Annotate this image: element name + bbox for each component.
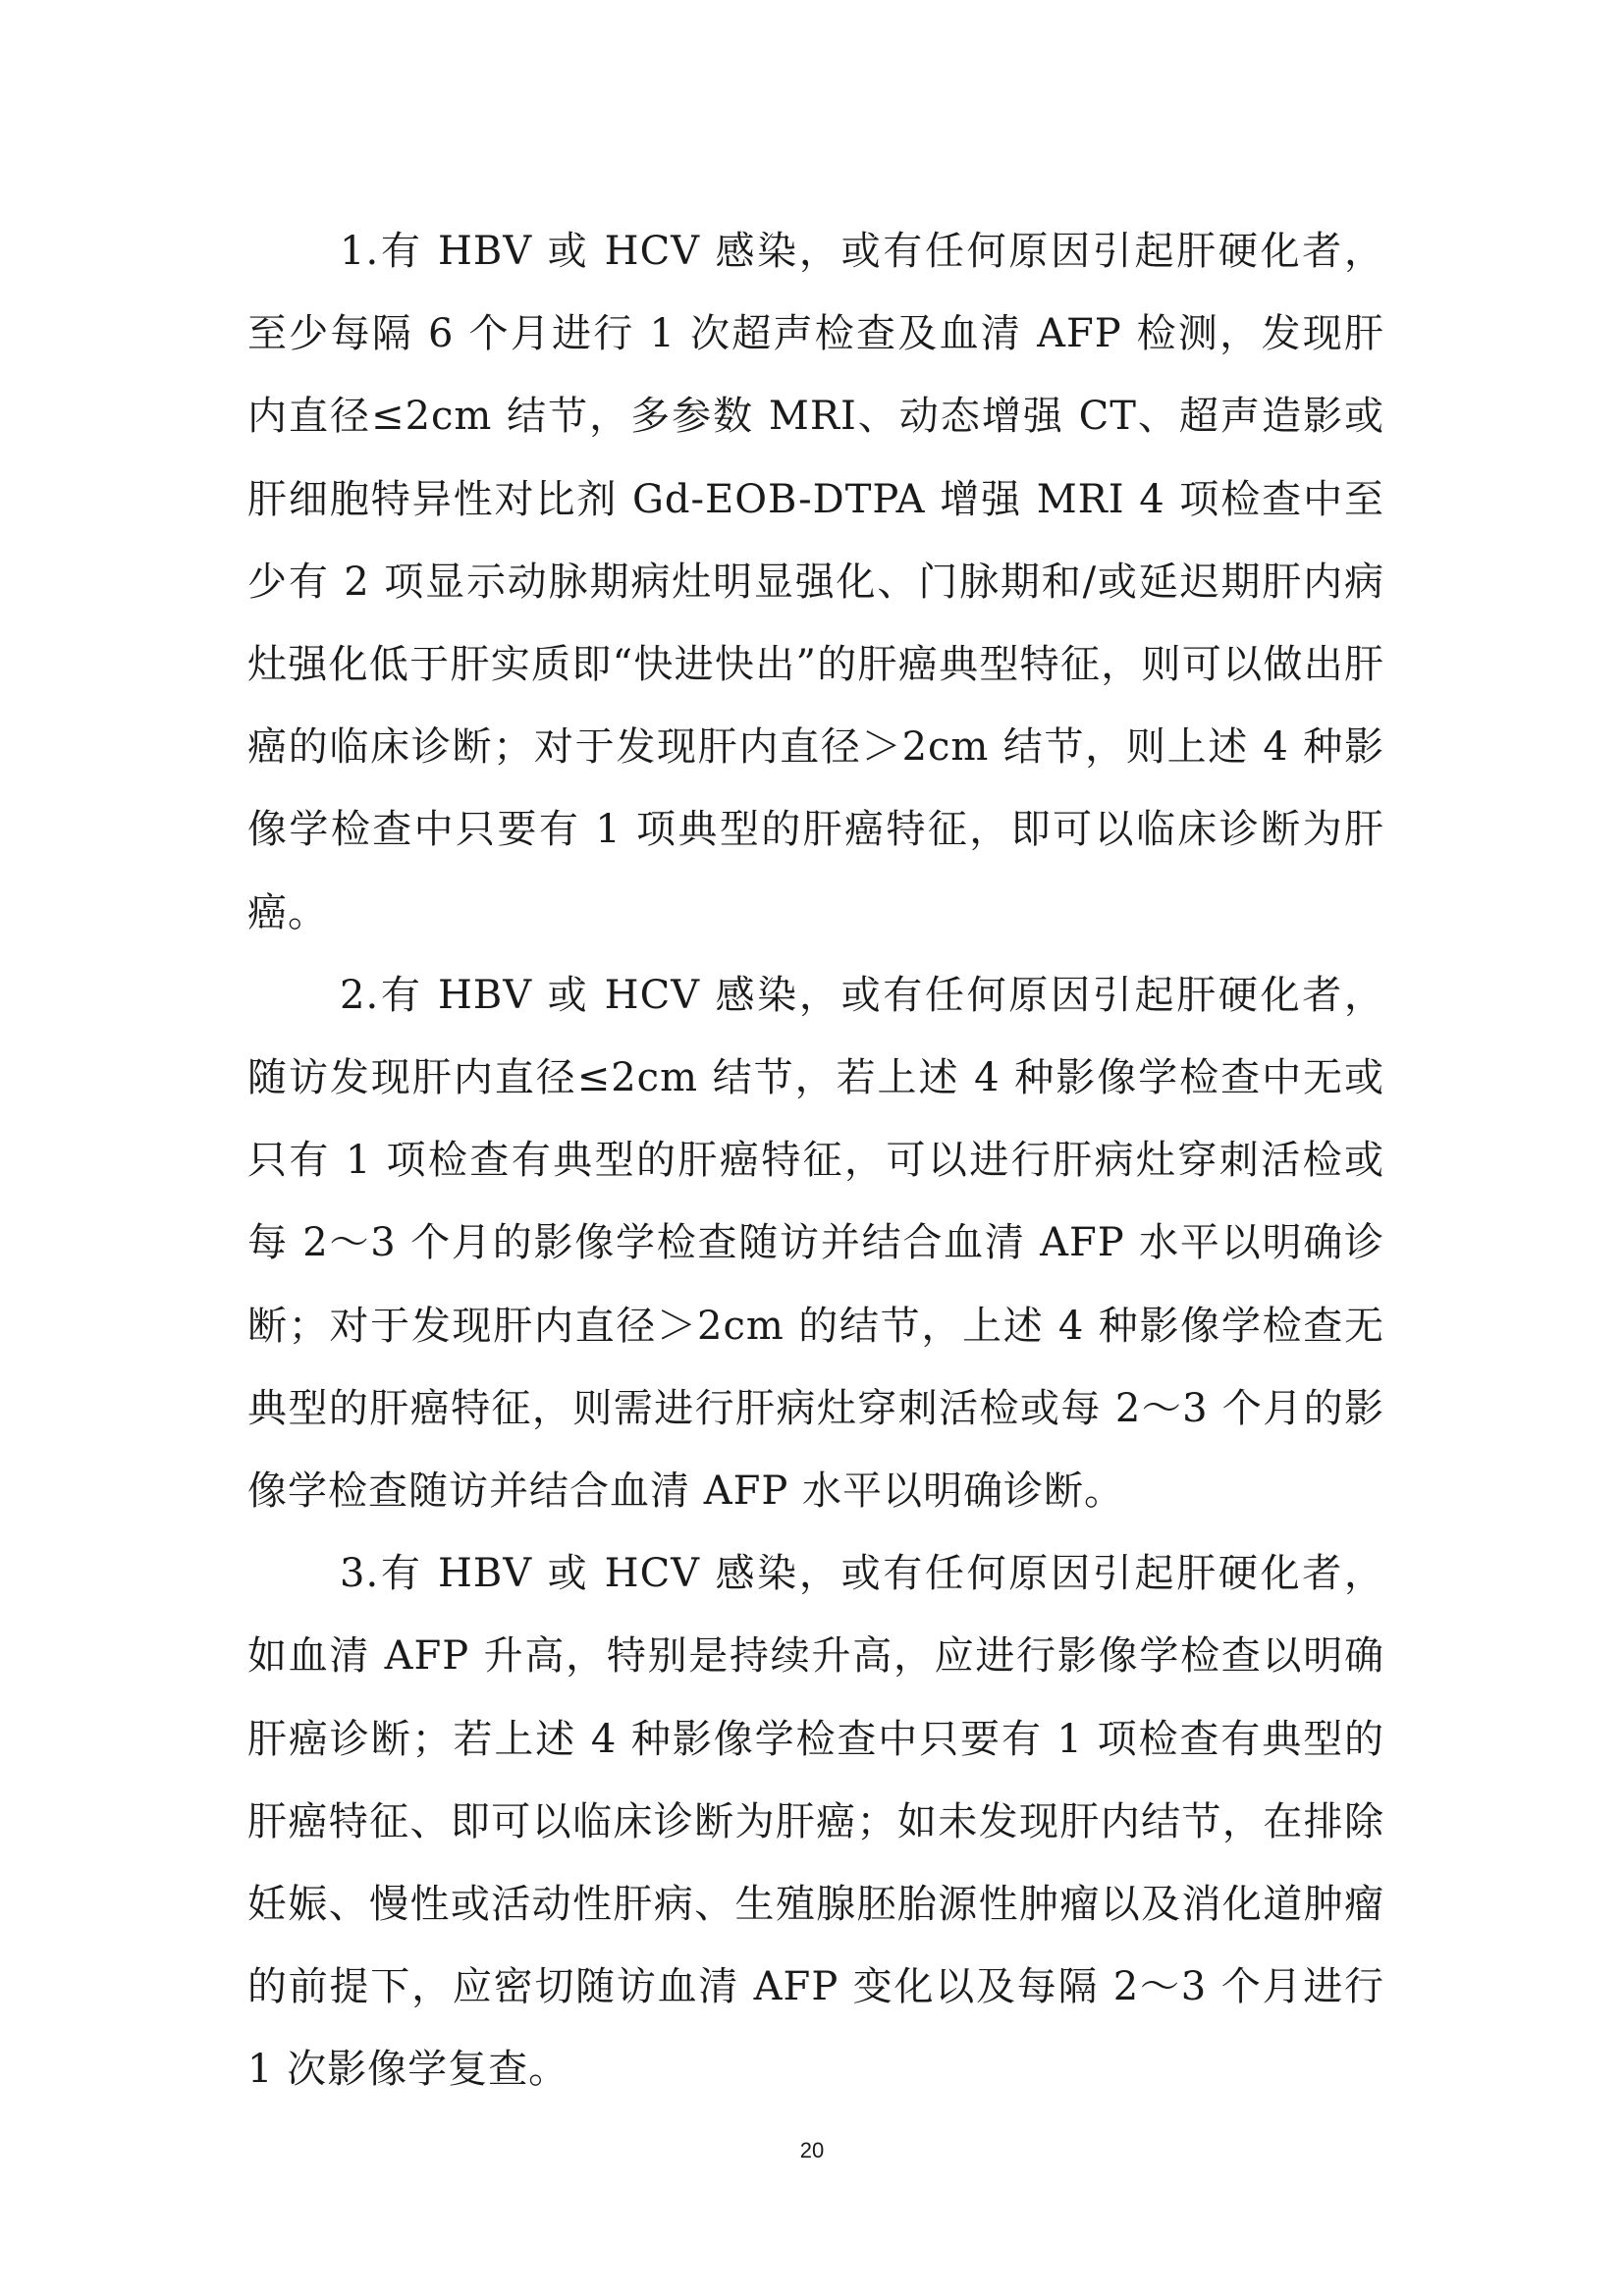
body-text [247,210,1384,2111]
paragraph-2: 2.有 HBV 或 HCV 感染，或有任何原因引起肝硬化者，随访发现肝内直径≤2cm 结节，若上述 4 种影像学检查中无或只有 1 项检查有典型的肝癌特征，可以进行肝病灶穿刺活检或每 2～3 个月的影像学检查随访并结合血清 AFP 水平以明确诊断；对于发现肝内直径＞2cm 的结节，上述 4 种影像学检查无典型的肝癌特征，则需进行肝病灶穿刺活检或每 2～3 个月的影像学检查随访并结合血清 AFP 水平以明确诊断。 [247,972,1384,1515]
page-number: 20 [799,2138,825,2163]
paragraph-1: 1.有 HBV 或 HCV 感染，或有任何原因引起肝硬化者，至少每隔 6 个月进行 1 次超声检查及血清 AFP 检测，发现肝内直径≤2cm 结节，多参数 MRI、动态增强 CT、超声造影或肝细胞特异性对比剂 Gd-EOB-DTPA 增强 MRI 4 项检查中至少有 2 项显示动脉期病灶明显强化、门脉期和/或延迟期肝内病灶强化低于肝实质即“快进快出”的肝癌典型特征，则可以做出肝癌的临床诊断；对于发现肝内直径＞2cm 结节，则上述 4 种影像学检查中只要有 1 项典型的肝癌特征，即可以临床诊断为肝癌。 [247,229,1384,935]
paragraph-3: 3.有 HBV 或 HCV 感染，或有任何原因引起肝硬化者，如血清 AFP 升高，特别是持续升高，应进行影像学检查以明确肝癌诊断；若上述 4 种影像学检查中只要有 1 项检查有典型的肝癌特征、即可以临床诊断为肝癌；如未发现肝内结节，在排除妊娠、慢性或活动性肝病、生殖腺胚胎源性肿瘤以及消化道肿瘤的前提下，应密切随访血清 AFP 变化以及每隔 2～3 个月进行 1 次影像学复查。 [247,1551,1384,2093]
